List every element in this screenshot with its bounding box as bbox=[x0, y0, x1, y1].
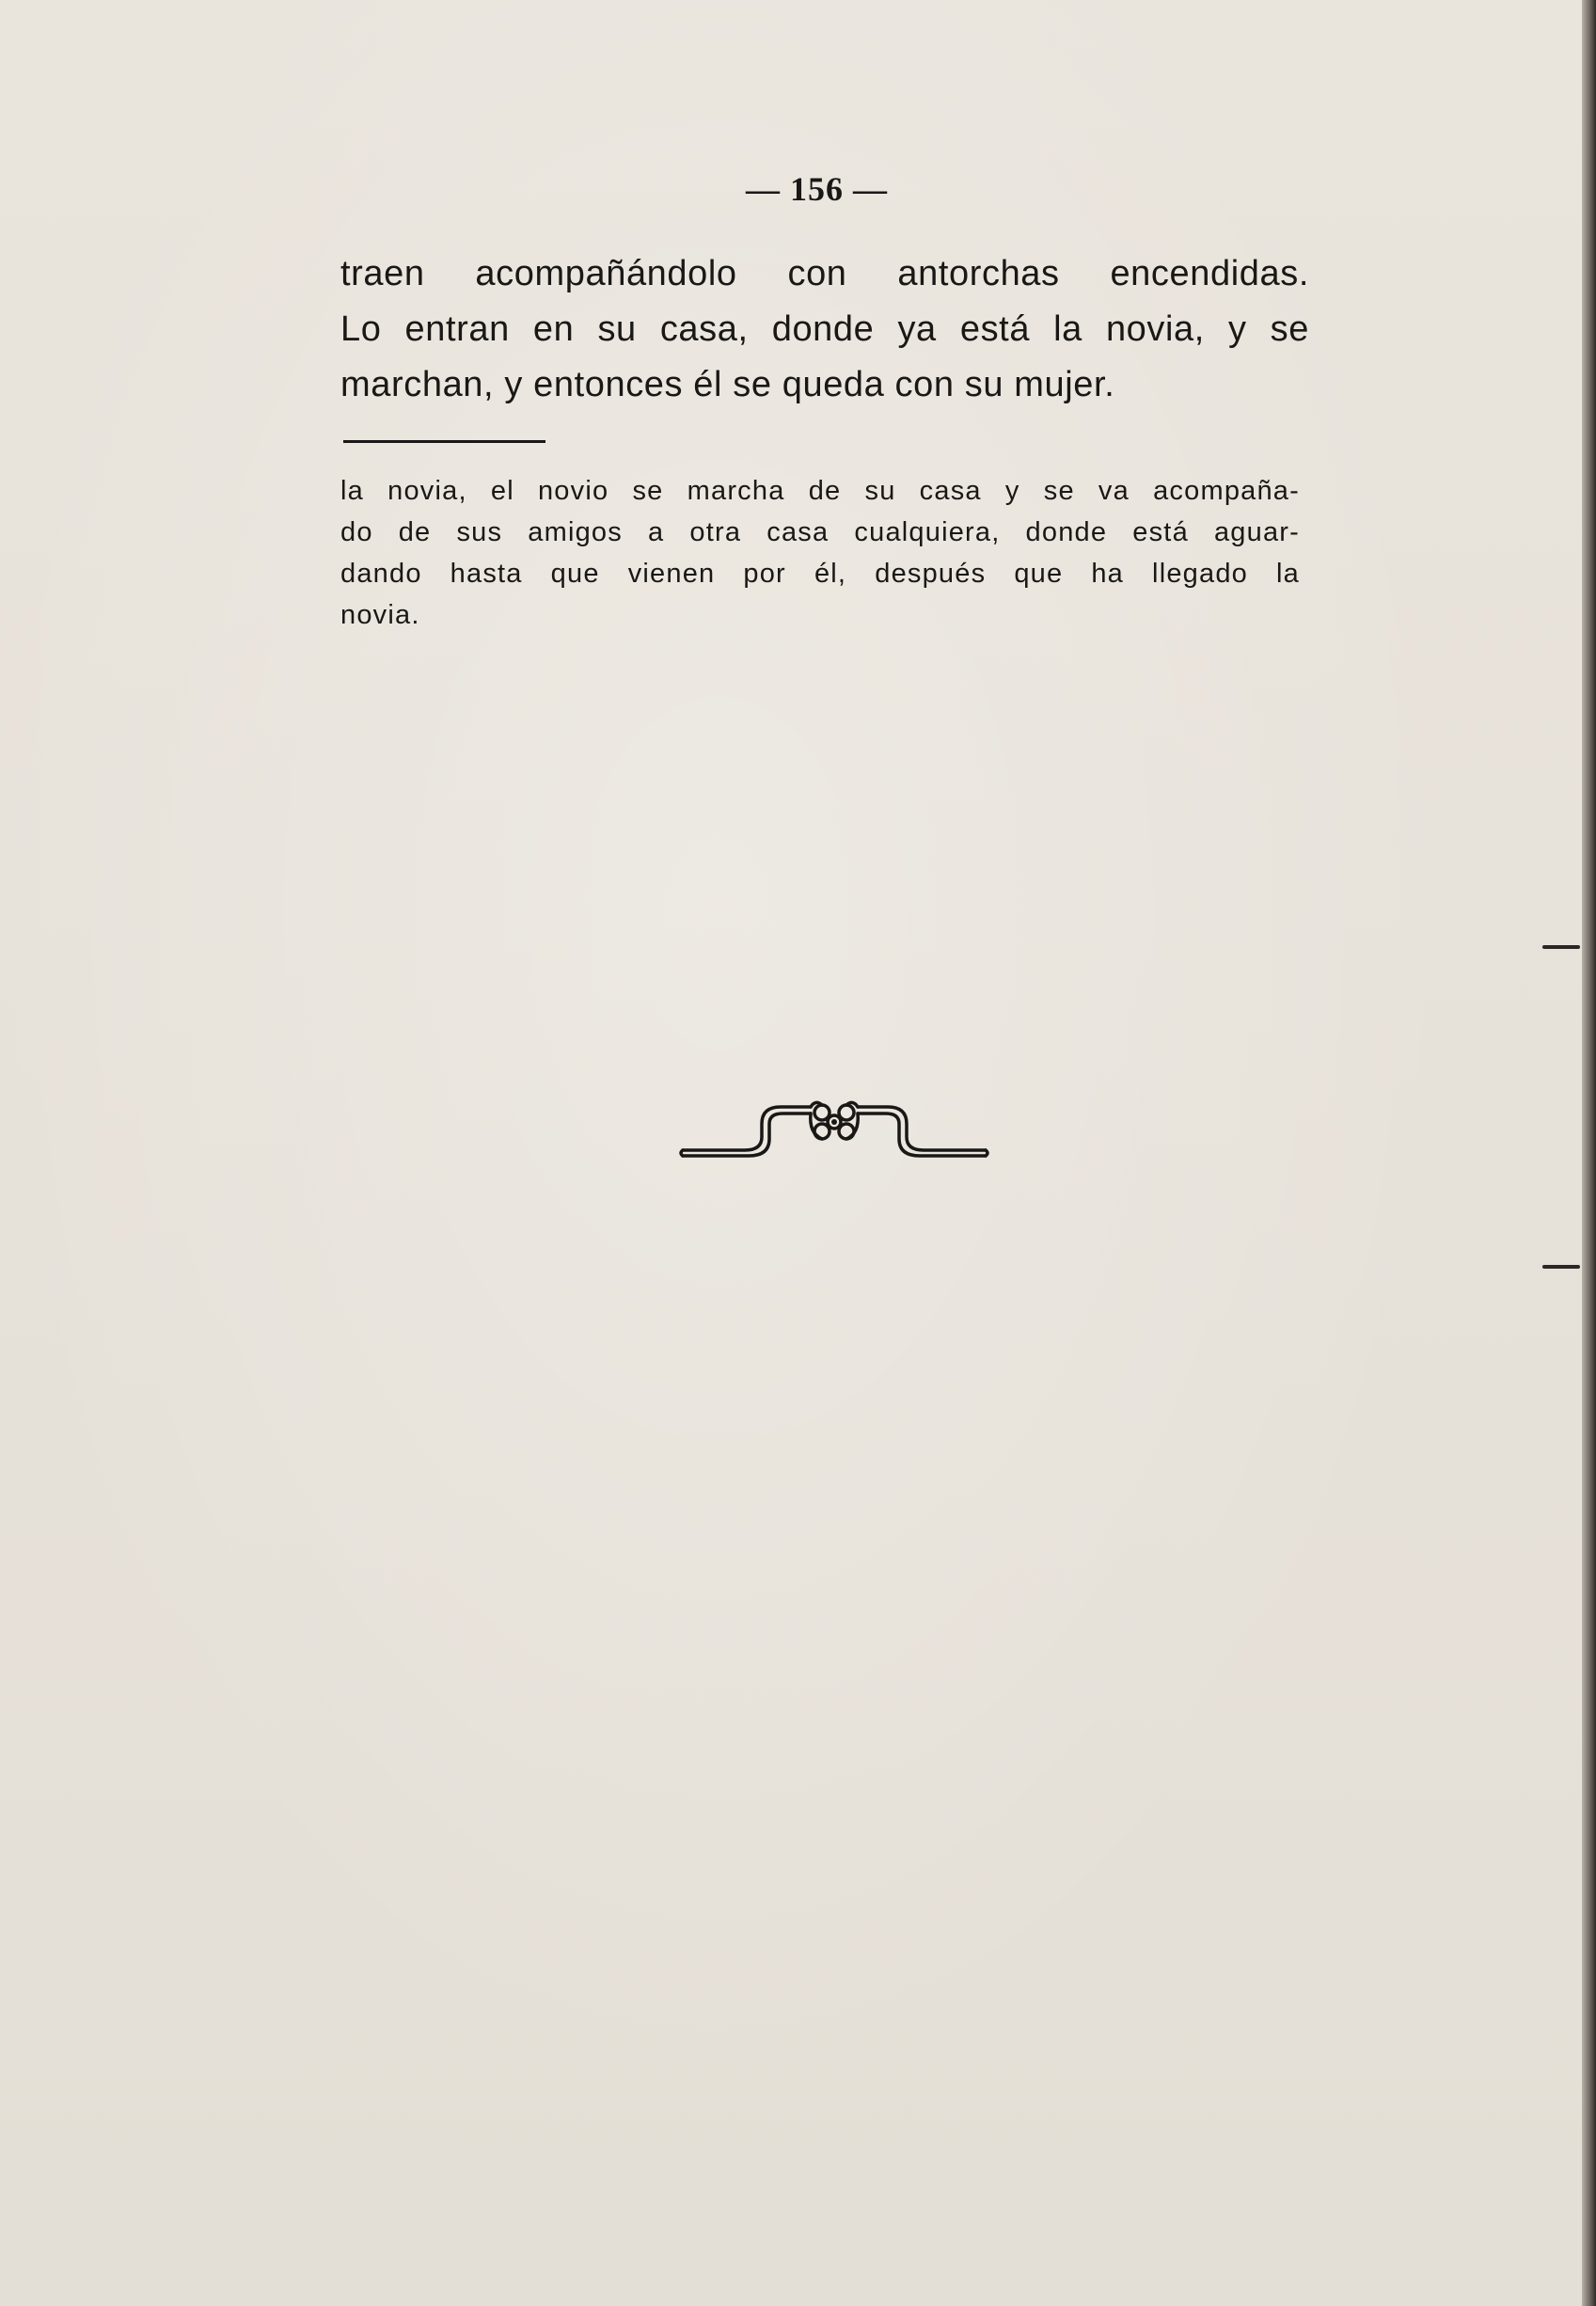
body-text bbox=[340, 246, 1309, 413]
body-text-line: Lo entran en su casa, donde ya está la novia, y se bbox=[340, 309, 1309, 349]
binding-edge bbox=[1582, 0, 1596, 2306]
footnote-divider bbox=[343, 440, 545, 443]
footnote-line: do de sus amigos a otra casa cualquiera, donde está aguar- bbox=[340, 517, 1300, 547]
page-number: — 156 — bbox=[746, 170, 888, 208]
footnote-line: dando hasta que vienen por él, después que ha llegado la bbox=[340, 559, 1300, 589]
body-text-line: traen acompañándolo con antorchas encendidas. bbox=[340, 254, 1309, 293]
floral-scroll-ornament-icon bbox=[679, 1096, 989, 1161]
body-text-line: marchan, y entonces él se queda con su mujer. bbox=[340, 365, 1115, 404]
binding-thread-mark bbox=[1542, 1265, 1580, 1269]
binding-thread-mark bbox=[1542, 945, 1580, 949]
footnote-line: la novia, el novio se marcha de su casa y se va acompaña- bbox=[340, 476, 1300, 506]
footnote-line: novia. bbox=[340, 600, 420, 630]
footnote bbox=[340, 470, 1300, 636]
